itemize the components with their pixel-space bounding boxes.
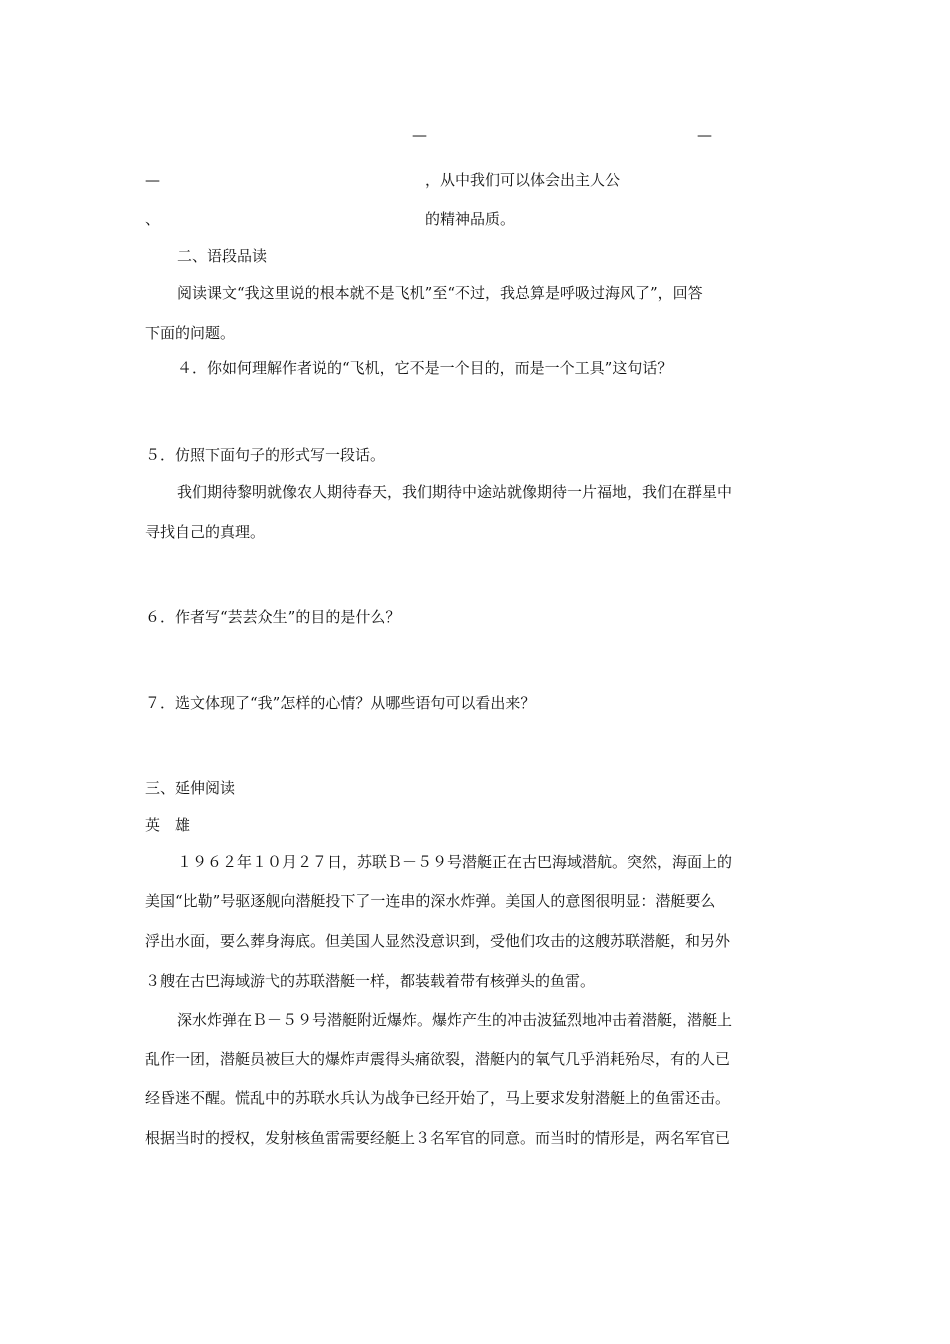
intro-text: 下面的问题。	[145, 324, 236, 342]
fill-blank-line: 的精神品质。	[425, 210, 516, 228]
paragraph-line: 根据当时的授权，发射核鱼雷需要经艇上３名军官的同意。而当时的情形是，两名军官已	[145, 1129, 731, 1147]
question-7: ７．选文体现了“我”怎样的心情？从哪些语句可以看出来？	[145, 694, 536, 712]
paragraph-line: １９６２年１０月２７日，苏联Ｂ－５９号潜艇正在古巴海域潜航。突然，海面上的	[177, 853, 733, 871]
paragraph-line: 浮出水面，要么葬身海底。但美国人显然没意识到，受他们攻击的这艘苏联潜艇，和另外	[145, 932, 731, 950]
paragraph-line: 乱作一团，潜艇员被巨大的爆炸声震得头痛欲裂，潜艇内的氧气几乎消耗殆尽，有的人已	[145, 1050, 731, 1068]
fill-blank-separator: 、	[145, 210, 161, 228]
blank-dash: —	[145, 171, 160, 189]
intro-text: 阅读课文“我这里说的根本就不是飞机”至“不过，我总算是呼吸过海风了”，回答	[177, 284, 703, 302]
blank-dash: —	[697, 126, 712, 144]
example-sentence: 寻找自己的真理。	[145, 523, 266, 541]
blank-dash: —	[412, 126, 427, 144]
paragraph-line: ３艘在古巴海域游弋的苏联潜艇一样，都装载着带有核弹头的鱼雷。	[145, 972, 596, 990]
paragraph-line: 深水炸弹在Ｂ－５９号潜艇附近爆炸。爆炸产生的冲击波猛烈地冲击着潜艇，潜艇上	[177, 1011, 733, 1029]
question-4: ４．你如何理解作者说的“飞机，它不是一个目的，而是一个工具”这句话？	[177, 359, 673, 377]
paragraph-line: 美国“比勒”号驱逐舰向潜艇投下了一连串的深水炸弹。美国人的意图很明显：潜艇要么	[145, 892, 716, 910]
question-6: ６．作者写“芸芸众生”的目的是什么？	[145, 608, 401, 626]
paragraph-line: 经昏迷不醒。慌乱中的苏联水兵认为战争已经开始了，马上要求发射潜艇上的鱼雷还击。	[145, 1089, 731, 1107]
section-heading: 三、延伸阅读	[145, 779, 236, 797]
section-heading: 二、语段品读	[177, 247, 268, 265]
fill-blank-line: ，从中我们可以体会出主人公	[425, 171, 621, 189]
article-title: 英 雄	[145, 816, 191, 834]
question-5: ５．仿照下面句子的形式写一段话。	[145, 446, 386, 464]
example-sentence: 我们期待黎明就像农人期待春天，我们期待中途站就像期待一片福地，我们在群星中	[177, 483, 733, 501]
